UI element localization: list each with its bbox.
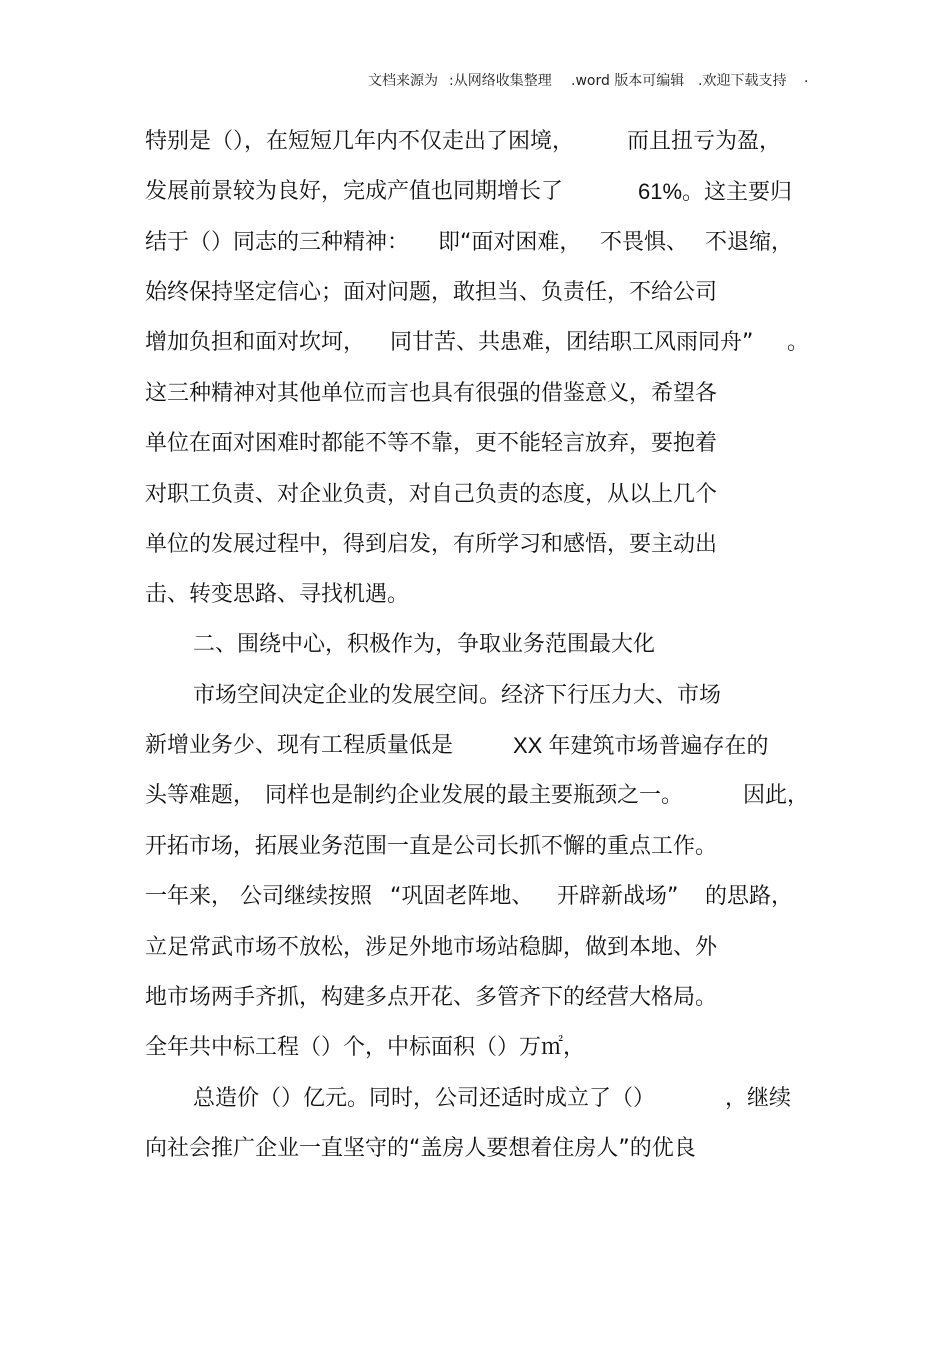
text-segment: 同样也是制约企业发展的最主要瓶颈之一。 — [265, 783, 684, 808]
header-word-text: .word 版本可编辑 — [571, 73, 685, 89]
header-download-text: .欢迎下载支持 — [698, 73, 787, 89]
text-segment: 。 — [787, 330, 810, 355]
text-segment: 对职工负责、对企业负责，对自己负责的态度，从以上几个 — [145, 482, 718, 507]
text-segment: 发展前景较为良好，完成产值也同期增长了 — [145, 179, 564, 204]
text-segment: 而且扭亏为盈， — [627, 129, 782, 154]
text-segment: 总造价（）亿元。同时，公司还适时成立了（） — [193, 1086, 656, 1111]
header-end-dot: . — [804, 70, 809, 86]
text-segment: 二、围绕中心，积极作为，争取业务范围最大化 — [193, 632, 656, 657]
text-segment: 61%。这主要归 — [638, 179, 793, 204]
header-source-label: 文档来源为 — [368, 73, 438, 89]
text-segment: 始终保持坚定信心；面对问题，敢担当、负责任，不给公司 — [145, 280, 718, 305]
text-segment: 开辟新战场” — [557, 884, 679, 909]
text-segment: 市场空间决定企业的发展空间。经济下行压力大、市场 — [193, 683, 722, 708]
text-segment: 同甘苦、共患难，团结职工风雨同舟” — [390, 330, 754, 355]
text-segment: 特别是（），在短短几年内不仅走出了困境， — [145, 129, 575, 154]
text-segment: 地市场两手齐抓，构建多点开花、多管齐下的经营大格局。 — [145, 985, 718, 1010]
text-segment: 单位在面对困难时都能不等不靠，更不能轻言放弃，要抱着 — [145, 431, 718, 456]
text-segment: 增加负担和面对坎坷， — [145, 330, 366, 355]
text-segment: 开拓市场，拓展业务范围一直是公司长抓不懈的重点工作。 — [145, 834, 718, 859]
text-segment: 击、转变思路、寻找机遇。 — [145, 582, 410, 607]
text-segment: 结于（）同志的三种精神： — [145, 230, 410, 255]
text-segment: “巩固老阵地、 — [390, 884, 534, 909]
header-source-text: :从网络收集整理 — [449, 73, 552, 89]
text-segment: 的思路， — [705, 884, 794, 909]
text-segment: ，继续 — [725, 1086, 792, 1111]
text-segment: 立足常武市场不放松，涉足外地市场站稳脚，做到本地、外 — [145, 935, 718, 960]
text-segment: 头等难题， — [145, 783, 256, 808]
text-segment: 新增业务少、现有工程质量低是 — [145, 733, 454, 758]
text-segment: 不畏惧、 — [600, 230, 689, 255]
text-segment: 一年来， — [145, 884, 234, 909]
text-segment: 即“面对困难， — [438, 230, 582, 255]
text-segment: 单位的发展过程中，得到启发，有所学习和感悟，要主动出 — [145, 532, 718, 557]
text-segment: 这三种精神对其他单位而言也具有很强的借鉴意义，希望各 — [145, 381, 718, 406]
text-segment: 公司继续按照 — [240, 884, 373, 909]
text-segment: 不退缩， — [705, 230, 794, 255]
text-segment: XX 年建筑市场普遍存在的 — [513, 733, 769, 758]
text-segment: 因此， — [743, 783, 810, 808]
text-segment: 全年共中标工程（）个，中标面积（）万㎡， — [145, 1035, 586, 1060]
text-segment: 向社会推广企业一直坚守的“盖房人要想着住房人”的优良 — [145, 1136, 696, 1161]
